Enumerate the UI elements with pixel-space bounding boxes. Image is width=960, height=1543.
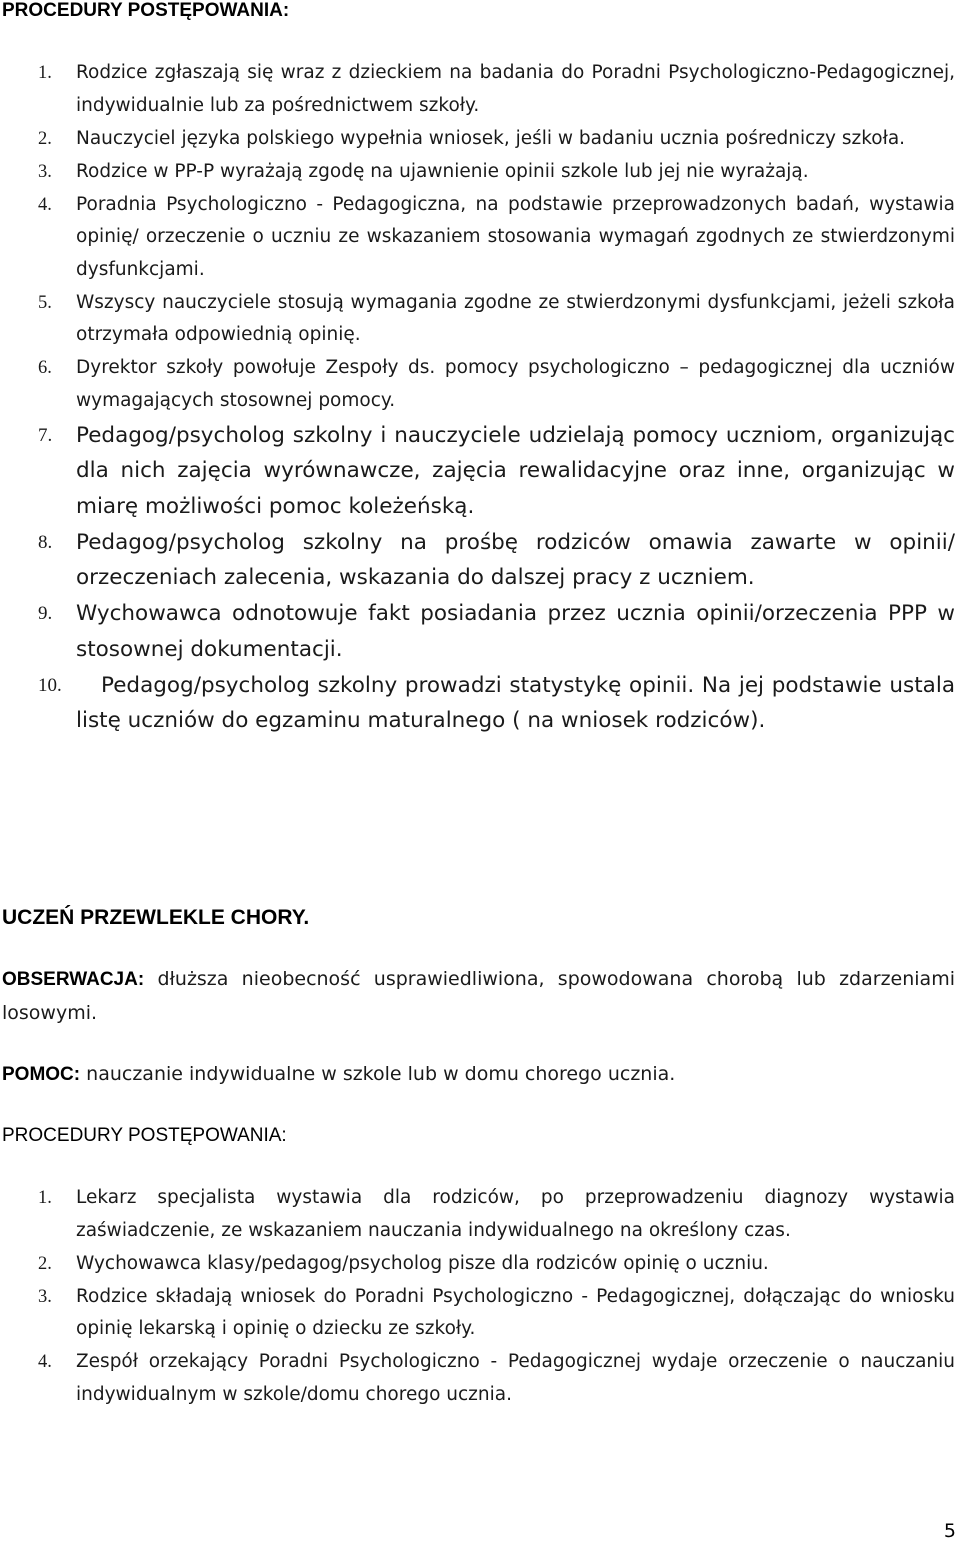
item-number: 4. <box>38 1352 52 1372</box>
procedures-list <box>0 57 955 739</box>
list-item <box>0 57 955 122</box>
item-number: 2. <box>38 1253 52 1274</box>
chronically-ill-heading: UCZEŃ PRZEWLEKLE CHORY. <box>2 906 310 929</box>
item-text: Pedagog/psycholog szkolny i nauczyciele udzielają pomocy uczniom, organizując dla nich zajęcia wyrównawcze, zajęcia rewalidacyjne oraz inne, organizując w miarę możliwości pomoc koleżeńską. <box>76 422 955 519</box>
list-item <box>0 123 955 156</box>
list-item <box>0 287 955 352</box>
item-number: 3. <box>38 161 52 182</box>
item-text: Rodzice zgłaszają się wraz z dzieckiem na badania do Poradni Psychologiczno-Pedagogicznej, indywidualnie lub za pośrednictwem szkoły. <box>76 62 955 116</box>
item-text: Pedagog/psycholog szkolny prowadzi statystykę opinii. Na jej podstawie ustala listę uczniów do egzaminu maturalnego ( na wniosek rodziców). <box>76 672 955 733</box>
help-paragraph <box>2 1058 955 1092</box>
list-item <box>0 668 955 739</box>
item-number: 10. <box>38 674 62 696</box>
procedures-list-2 <box>0 1182 955 1412</box>
item-text: Wszyscy nauczyciele stosują wymagania zgodne ze stwierdzonymi dysfunkcjami, jeżeli szkoła otrzymała odpowiednią opinię. <box>76 291 955 345</box>
item-text: Pedagog/psycholog szkolny na prośbę rodziców omawia zawarte w opinii/ orzeczeniach zalecenia, wskazania do dalszej pracy z uczniem. <box>76 529 955 590</box>
help-label: POMOC: <box>2 1064 81 1085</box>
page-number: 5 <box>943 1520 956 1542</box>
item-text: Dyrektor szkoły powołuje Zespoły ds. pomocy psychologiczno – pedagogicznej dla uczniów wymagających stosownej pomocy. <box>76 357 955 411</box>
item-text: Wychowawca klasy/pedagog/psycholog pisze dla rodziców opinię o uczniu. <box>76 1252 769 1274</box>
procedures-heading-2: PROCEDURY POSTĘPOWANIA: <box>2 1125 287 1146</box>
item-number: 6. <box>38 358 52 378</box>
item-number: 1. <box>38 63 52 83</box>
list-item <box>0 1281 955 1346</box>
list-item <box>0 418 955 525</box>
procedures-heading: PROCEDURY POSTĘPOWANIA: <box>2 0 290 21</box>
item-number: 2. <box>38 128 52 149</box>
list-item <box>0 1248 955 1281</box>
help-text: nauczanie indywidualne w szkole lub w domu chorego ucznia. <box>86 1063 676 1085</box>
item-text: Lekarz specjalista wystawia dla rodziców, po przeprowadzeniu diagnozy wystawia zaświadczenie, ze wskazaniem nauczania indywidualnego na określony czas. <box>76 1187 955 1241</box>
item-text: Nauczyciel języka polskiego wypełnia wniosek, jeśli w badaniu ucznia pośredniczy szkoła. <box>76 127 906 149</box>
item-text: Wychowawca odnotowuje fakt posiadania przez ucznia opinii/orzeczenia PPP w stosownej dokumentacji. <box>76 601 955 662</box>
item-number: 1. <box>38 1188 52 1208</box>
item-number: 5. <box>38 292 52 313</box>
item-text: Zespół orzekający Poradni Psychologiczno - Pedagogicznej wydaje orzeczenie o nauczaniu indywidualnym w szkole/domu chorego ucznia. <box>76 1351 955 1405</box>
item-number: 8. <box>38 531 53 553</box>
item-number: 3. <box>38 1286 52 1307</box>
item-text: Rodzice w PP-P wyrażają zgodę na ujawnienie opinii szkole lub jej nie wyrażają. <box>76 160 809 182</box>
list-item <box>0 189 955 287</box>
list-item <box>0 1346 955 1411</box>
observation-text: dłuższa nieobecność usprawiedliwiona, spowodowana chorobą lub zdarzeniami losowymi. <box>2 968 955 1024</box>
item-number: 4. <box>38 194 52 215</box>
observation-label: OBSERWACJA: <box>2 969 145 990</box>
list-item <box>0 156 955 189</box>
observation-paragraph <box>2 963 955 1029</box>
item-number: 7. <box>38 424 53 446</box>
item-text: Rodzice składają wniosek do Poradni Psychologiczno - Pedagogicznej, dołączając do wniosku opinię lekarską i opinię o dziecku ze szkoły. <box>76 1285 955 1339</box>
item-number: 9. <box>38 603 53 624</box>
list-item <box>0 596 955 667</box>
list-item <box>0 1182 955 1247</box>
list-item <box>0 525 955 596</box>
item-text: Poradnia Psychologiczno - Pedagogiczna, na podstawie przeprowadzonych badań, wystawia opinię/ orzeczenie o uczniu ze wskazaniem stosowania wymagań zgodnych ze stwierdzonymi dysfunkcjami. <box>76 193 955 280</box>
list-item <box>0 352 955 417</box>
